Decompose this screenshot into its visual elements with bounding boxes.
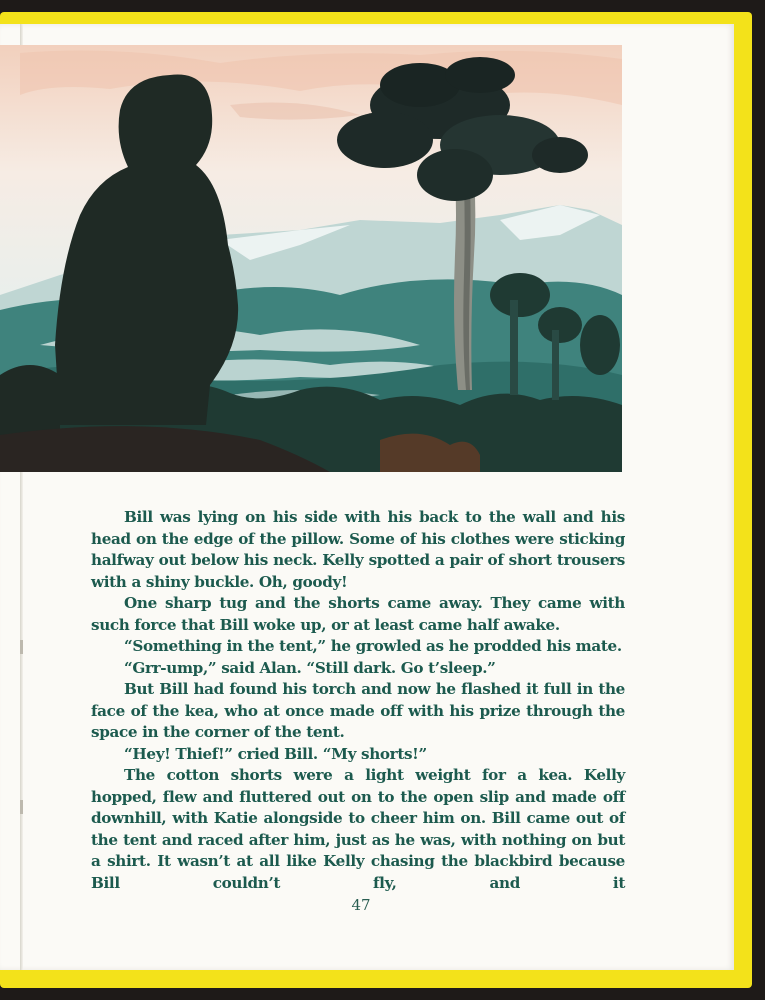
paragraph: One sharp tug and the shorts came away. They came with such force that Bill woke up, or at least came half awake.: [91, 594, 625, 634]
forest-scene-illustration: [0, 45, 622, 472]
paragraph: “Something in the tent,” he growled as he prodded his mate.: [124, 637, 622, 655]
paragraph: Bill was lying on his side with his back to the wall and his head on the edge of the pillow. Some of his clothes were sticking halfway out below his neck. Kelly spotted a pair of short trousers with a shiny buckle. Oh, goody!: [91, 508, 625, 591]
paragraph: “Hey! Thief!” cried Bill. “My shorts!”: [124, 744, 427, 763]
story-text: [91, 507, 625, 894]
binding-stitch: [20, 800, 23, 814]
binding-stitch: [20, 640, 23, 654]
paragraph: But Bill had found his torch and now he flashed it full in the face of the kea, who at once made off with his prize through the space in the corner of the tent.: [91, 680, 625, 741]
paragraph: “Grr-ump,” said Alan. “Still dark. Go t’sleep.”: [124, 658, 496, 677]
paragraph: The cotton shorts were a light weight for a kea. Kelly hopped, flew and fluttered out on to the open slip and made off downhill, with Katie alongside to cheer him on. Bill came out of the tent and raced after him, just as he was, with nothing on but a shirt. It wasn’t at all like Kelly chasing the blackbird because Bill couldn’t fly, and it: [91, 766, 625, 892]
page-number: 47: [351, 896, 371, 914]
